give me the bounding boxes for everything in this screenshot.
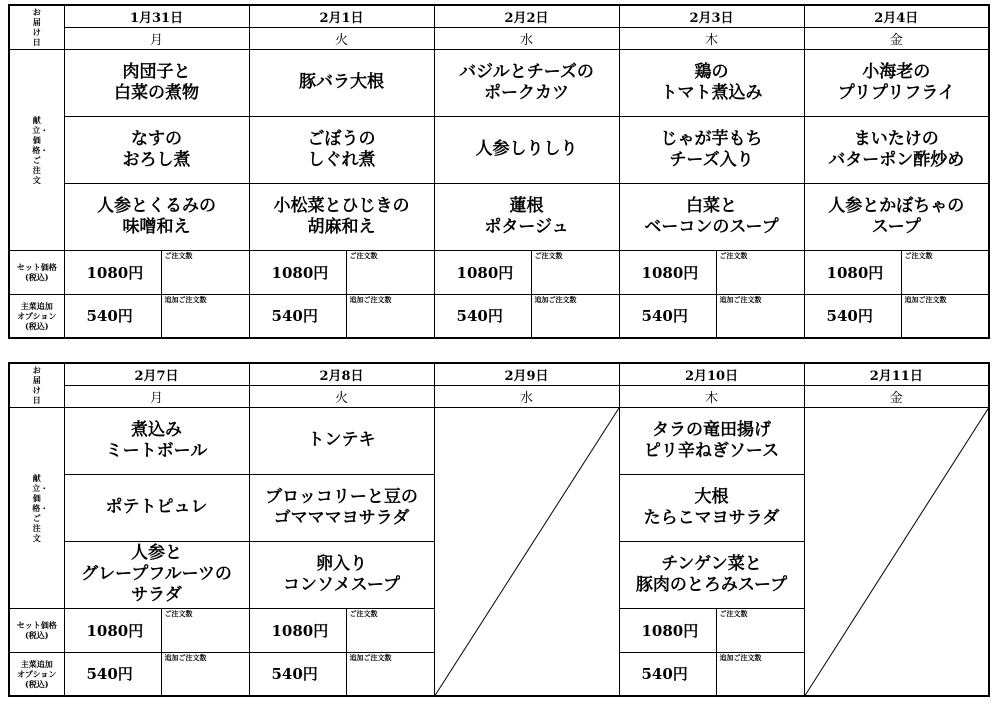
order-count-label: ご注文数	[534, 250, 563, 260]
order-count-field[interactable]	[716, 608, 804, 652]
closed-day-cell	[434, 407, 619, 696]
order-count-label: ご注文数	[164, 250, 193, 260]
order-count-field[interactable]	[161, 250, 249, 294]
order-count-field[interactable]	[346, 250, 434, 294]
set-price-value: 1080円	[249, 250, 346, 294]
closed-diagonal-line	[805, 408, 989, 696]
extra-order-count-label: 追加ご注文数	[904, 294, 947, 304]
order-count-label: ご注文数	[719, 250, 748, 260]
extra-order-count-label: 追加ご注文数	[534, 294, 577, 304]
week-table-2	[8, 362, 988, 697]
set-price-value: 1080円	[434, 250, 531, 294]
menu-price-order-label: 献立・価格・ご注文	[9, 407, 64, 608]
closed-diagonal-line	[435, 408, 619, 696]
extra-order-count-field[interactable]	[716, 652, 804, 696]
date-cell: 2月3日	[619, 5, 804, 27]
closed-day-cell	[804, 407, 989, 696]
dish-cell: 煮込み ミートボール	[64, 407, 249, 474]
dish-cell: 人参とかぼちゃの スープ	[804, 183, 989, 250]
date-cell: 2月11日	[804, 363, 989, 385]
set-price-value: 1080円	[64, 608, 161, 652]
weekday-cell: 金	[804, 27, 989, 49]
date-cell: 2月2日	[434, 5, 619, 27]
dish-cell: 人参しりしり	[434, 116, 619, 183]
dish-cell: バジルとチーズの ポークカツ	[434, 49, 619, 116]
date-cell: 2月1日	[249, 5, 434, 27]
weekday-cell: 水	[434, 27, 619, 49]
set-price-label: セット価格 (税込)	[9, 250, 64, 294]
dish-cell: 大根 たらこマヨサラダ	[619, 474, 804, 541]
extra-price-value: 540円	[249, 652, 346, 696]
extra-price-value: 540円	[64, 652, 161, 696]
extra-order-count-field[interactable]	[161, 294, 249, 338]
dish-cell: 白菜と ベーコンのスープ	[619, 183, 804, 250]
extra-price-value: 540円	[249, 294, 346, 338]
dish-cell: 小松菜とひじきの 胡麻和え	[249, 183, 434, 250]
extra-option-label: 主菜追加 オプション (税込)	[9, 652, 64, 696]
dish-cell: 卵入り コンソメスープ	[249, 541, 434, 608]
menu-table	[8, 362, 990, 697]
order-count-field[interactable]	[901, 250, 989, 294]
extra-order-count-field[interactable]	[346, 294, 434, 338]
order-count-label: ご注文数	[349, 250, 378, 260]
order-count-field[interactable]	[531, 250, 619, 294]
set-price-label: セット価格 (税込)	[9, 608, 64, 652]
extra-order-count-field[interactable]	[531, 294, 619, 338]
week-table-1	[8, 4, 988, 339]
order-count-label: ご注文数	[904, 250, 933, 260]
set-price-value: 1080円	[64, 250, 161, 294]
extra-price-value: 540円	[64, 294, 161, 338]
weekday-cell: 木	[619, 27, 804, 49]
dish-cell: 人参と グレープフルーツの サラダ	[64, 541, 249, 608]
extra-price-value: 540円	[619, 294, 716, 338]
date-cell: 2月9日	[434, 363, 619, 385]
delivery-day-label: お届け日	[9, 5, 64, 49]
order-count-label: ご注文数	[349, 608, 378, 618]
date-cell: 2月10日	[619, 363, 804, 385]
set-price-value: 1080円	[804, 250, 901, 294]
order-count-label: ご注文数	[164, 608, 193, 618]
dish-cell: チンゲン菜と 豚肉のとろみスープ	[619, 541, 804, 608]
extra-order-count-label: 追加ご注文数	[719, 294, 762, 304]
extra-order-count-label: 追加ご注文数	[719, 652, 762, 662]
menu-price-order-label: 献立・価格・ご注文	[9, 49, 64, 250]
extra-price-value: 540円	[434, 294, 531, 338]
extra-order-count-label: 追加ご注文数	[349, 294, 392, 304]
order-count-field[interactable]	[346, 608, 434, 652]
dish-cell: 人参とくるみの 味噌和え	[64, 183, 249, 250]
weekday-cell: 月	[64, 385, 249, 407]
dish-cell: 蓮根 ポタージュ	[434, 183, 619, 250]
set-price-value: 1080円	[619, 250, 716, 294]
order-count-field[interactable]	[716, 250, 804, 294]
date-cell: 2月4日	[804, 5, 989, 27]
extra-order-count-field[interactable]	[161, 652, 249, 696]
weekday-cell: 金	[804, 385, 989, 407]
order-count-field[interactable]	[161, 608, 249, 652]
extra-order-count-label: 追加ご注文数	[164, 652, 207, 662]
dish-cell: 豚バラ大根	[249, 49, 434, 116]
extra-option-label: 主菜追加 オプション (税込)	[9, 294, 64, 338]
weekday-cell: 月	[64, 27, 249, 49]
extra-price-value: 540円	[619, 652, 716, 696]
dish-cell: まいたけの バターポン酢炒め	[804, 116, 989, 183]
extra-order-count-field[interactable]	[346, 652, 434, 696]
dish-cell: トンテキ	[249, 407, 434, 474]
menu-table	[8, 4, 990, 339]
set-price-value: 1080円	[619, 608, 716, 652]
dish-cell: ごぼうの しぐれ煮	[249, 116, 434, 183]
dish-cell: 小海老の プリプリフライ	[804, 49, 989, 116]
dish-cell: タラの竜田揚げ ピリ辛ねぎソース	[619, 407, 804, 474]
dish-cell: なすの おろし煮	[64, 116, 249, 183]
extra-order-count-field[interactable]	[716, 294, 804, 338]
date-cell: 1月31日	[64, 5, 249, 27]
weekday-cell: 火	[249, 27, 434, 49]
extra-order-count-label: 追加ご注文数	[164, 294, 207, 304]
weekday-cell: 水	[434, 385, 619, 407]
weekday-cell: 木	[619, 385, 804, 407]
order-count-label: ご注文数	[719, 608, 748, 618]
set-price-value: 1080円	[249, 608, 346, 652]
dish-cell: 肉団子と 白菜の煮物	[64, 49, 249, 116]
extra-price-value: 540円	[804, 294, 901, 338]
date-cell: 2月8日	[249, 363, 434, 385]
dish-cell: 鶏の トマト煮込み	[619, 49, 804, 116]
dish-cell: ブロッコリーと豆の ゴマママヨサラダ	[249, 474, 434, 541]
extra-order-count-label: 追加ご注文数	[349, 652, 392, 662]
extra-order-count-field[interactable]	[901, 294, 989, 338]
dish-cell: ポテトピュレ	[64, 474, 249, 541]
dish-cell: じゃが芋もち チーズ入り	[619, 116, 804, 183]
weekday-cell: 火	[249, 385, 434, 407]
date-cell: 2月7日	[64, 363, 249, 385]
delivery-day-label: お届け日	[9, 363, 64, 407]
